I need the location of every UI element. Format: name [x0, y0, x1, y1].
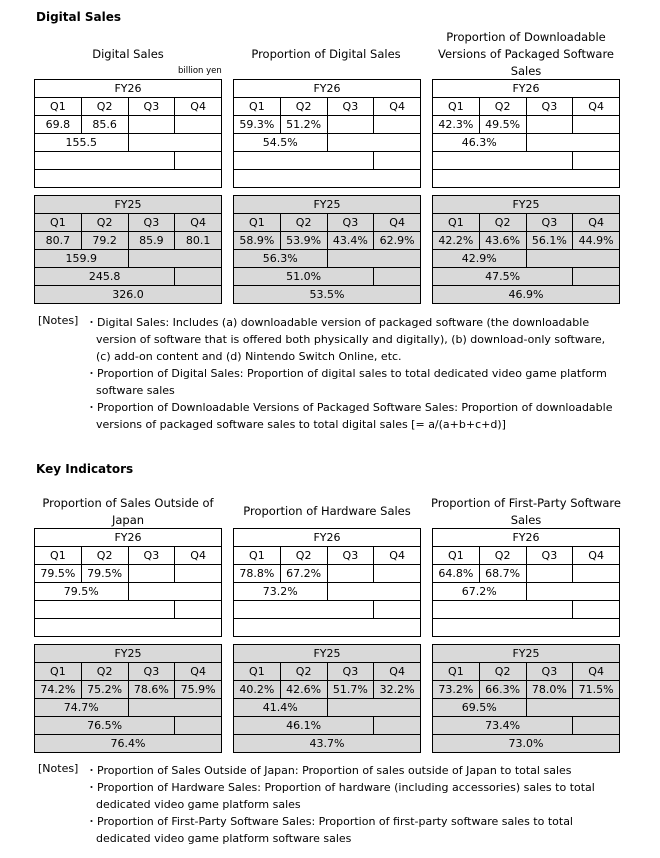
nine-month-value	[35, 152, 175, 170]
quarter-value: 58.9%	[234, 232, 281, 250]
quarter-value: 40.2%	[234, 681, 281, 699]
quarter-value: 49.5%	[479, 116, 526, 134]
quarter-value: 53.9%	[280, 232, 327, 250]
quarter-label: Q2	[280, 663, 327, 681]
blank-cell	[327, 134, 421, 152]
full-year-value	[433, 619, 620, 637]
nine-month-value	[433, 601, 573, 619]
blank-cell	[526, 583, 620, 601]
full-year-value: 73.0%	[433, 735, 620, 753]
quarter-value	[128, 565, 175, 583]
quarter-value: 68.7%	[479, 565, 526, 583]
quarter-value: 73.2%	[433, 681, 480, 699]
nine-month-value	[433, 152, 573, 170]
blank-cell	[128, 583, 222, 601]
quarter-label: Q3	[327, 214, 374, 232]
quarter-value: 51.2%	[280, 116, 327, 134]
empty-cell	[573, 268, 620, 286]
nine-month-value: 46.1%	[234, 717, 374, 735]
quarter-value: 66.3%	[479, 681, 526, 699]
quarter-label: Q2	[81, 547, 128, 565]
quarter-label: Q4	[573, 98, 620, 116]
fy-label: FY25	[35, 196, 222, 214]
quarter-value: 78.0%	[526, 681, 573, 699]
quarter-value: 59.3%	[234, 116, 281, 134]
quarter-label: Q3	[526, 663, 573, 681]
notes-label: [Notes]	[38, 314, 79, 327]
quarter-label: Q3	[526, 98, 573, 116]
empty-cell	[526, 250, 620, 268]
half-year-value: 74.7%	[35, 699, 129, 717]
fy-label: FY25	[234, 645, 421, 663]
quarter-label: Q1	[433, 214, 480, 232]
quarter-label: Q4	[175, 663, 222, 681]
note-item: ・Proportion of Hardware Sales: Proportion of hardware (including accessories) sales to total dedicated video game platform sales	[86, 781, 595, 811]
quarter-label: Q1	[234, 663, 281, 681]
quarter-label: Q3	[128, 214, 175, 232]
empty-cell	[128, 699, 222, 717]
blank-cell	[526, 134, 620, 152]
fy-label: FY25	[35, 645, 222, 663]
quarter-value: 56.1%	[526, 232, 573, 250]
quarter-label: Q1	[433, 547, 480, 565]
blank-cell	[128, 134, 222, 152]
half-year-value: 159.9	[35, 250, 129, 268]
empty-cell	[128, 250, 222, 268]
quarter-value: 79.5%	[35, 565, 82, 583]
quarter-value	[374, 116, 421, 134]
half-year-value: 42.9%	[433, 250, 527, 268]
quarter-label: Q3	[327, 663, 374, 681]
caption-sales-outside-japan: Proportion of Sales Outside of Japan	[42, 496, 214, 527]
quarter-value: 64.8%	[433, 565, 480, 583]
quarter-label: Q2	[280, 547, 327, 565]
full-year-value	[35, 170, 222, 188]
quarter-value: 80.1	[175, 232, 222, 250]
nine-month-value: 76.5%	[35, 717, 175, 735]
half-year-value: 56.3%	[234, 250, 328, 268]
full-year-value: 76.4%	[35, 735, 222, 753]
full-year-value	[234, 170, 421, 188]
half-year-value: 54.5%	[234, 134, 328, 152]
caption-hardware-sales: Proportion of Hardware Sales	[243, 504, 411, 518]
blank-cell	[175, 152, 222, 170]
table-first-party-fy25	[432, 644, 620, 753]
full-year-value	[234, 619, 421, 637]
fy-label: FY26	[433, 80, 620, 98]
quarter-value: 44.9%	[573, 232, 620, 250]
table-proportion-downloadable-fy26	[432, 79, 620, 188]
quarter-label: Q4	[175, 547, 222, 565]
quarter-value	[526, 116, 573, 134]
empty-cell	[327, 250, 421, 268]
quarter-label: Q1	[433, 663, 480, 681]
key-indicators-notes	[86, 762, 621, 847]
quarter-value	[327, 116, 374, 134]
quarter-label: Q1	[234, 547, 281, 565]
nine-month-value: 73.4%	[433, 717, 573, 735]
quarter-label: Q3	[327, 547, 374, 565]
quarter-value: 85.6	[81, 116, 128, 134]
quarter-label: Q4	[374, 547, 421, 565]
quarter-value	[526, 565, 573, 583]
nine-month-value: 47.5%	[433, 268, 573, 286]
quarter-value: 74.2%	[35, 681, 82, 699]
quarter-label: Q1	[35, 98, 82, 116]
quarter-label: Q1	[35, 214, 82, 232]
nine-month-value: 51.0%	[234, 268, 374, 286]
quarter-value: 42.2%	[433, 232, 480, 250]
caption-proportion-downloadable: Proportion of Downloadable Versions of Packaged Software Sales	[438, 30, 614, 78]
quarter-label: Q2	[81, 663, 128, 681]
half-year-value: 46.3%	[433, 134, 527, 152]
quarter-value: 43.4%	[327, 232, 374, 250]
fy-label: FY25	[433, 196, 620, 214]
quarter-value: 51.7%	[327, 681, 374, 699]
full-year-value	[35, 619, 222, 637]
empty-cell	[526, 699, 620, 717]
fy-label: FY26	[433, 529, 620, 547]
quarter-value: 80.7	[35, 232, 82, 250]
quarter-value: 78.8%	[234, 565, 281, 583]
caption-proportion-digital-sales: Proportion of Digital Sales	[251, 47, 401, 61]
quarter-label: Q3	[128, 547, 175, 565]
quarter-value: 67.2%	[280, 565, 327, 583]
quarter-label: Q3	[327, 98, 374, 116]
quarter-value	[128, 116, 175, 134]
full-year-value: 43.7%	[234, 735, 421, 753]
note-item: ・Proportion of Downloadable Versions of Packaged Software Sales: Proportion of downloadable versions of packaged software sales to total digital sales [= a/(a+b+c+d)]	[86, 401, 613, 431]
table-proportion-digital-fy26	[233, 79, 421, 188]
quarter-label: Q1	[433, 98, 480, 116]
quarter-value: 42.6%	[280, 681, 327, 699]
full-year-value: 46.9%	[433, 286, 620, 304]
table-hardware-sales-fy25	[233, 644, 421, 753]
blank-cell	[374, 601, 421, 619]
quarter-label: Q2	[280, 214, 327, 232]
half-year-value: 67.2%	[433, 583, 527, 601]
quarter-value: 62.9%	[374, 232, 421, 250]
quarter-value	[175, 565, 222, 583]
fy-label: FY26	[35, 529, 222, 547]
full-year-value	[433, 170, 620, 188]
quarter-label: Q3	[526, 214, 573, 232]
quarter-value: 79.2	[81, 232, 128, 250]
quarter-label: Q1	[35, 663, 82, 681]
nine-month-value	[234, 152, 374, 170]
quarter-label: Q2	[479, 547, 526, 565]
quarter-label: Q2	[479, 663, 526, 681]
quarter-value	[573, 116, 620, 134]
quarter-value: 79.5%	[81, 565, 128, 583]
table-proportion-digital-fy25	[233, 195, 421, 304]
quarter-value	[573, 565, 620, 583]
quarter-value	[175, 116, 222, 134]
quarter-label: Q3	[128, 663, 175, 681]
quarter-label: Q1	[234, 98, 281, 116]
half-year-value: 41.4%	[234, 699, 328, 717]
fy-label: FY26	[234, 80, 421, 98]
note-item: ・Proportion of First-Party Software Sales: Proportion of first-party software sales to total dedicated video game platform software sales	[86, 815, 573, 845]
quarter-label: Q4	[573, 547, 620, 565]
empty-cell	[175, 268, 222, 286]
quarter-label: Q1	[35, 547, 82, 565]
half-year-value: 79.5%	[35, 583, 129, 601]
note-item: ・Proportion of Digital Sales: Proportion of digital sales to total dedicated video game platform software sales	[86, 367, 607, 397]
quarter-label: Q4	[374, 98, 421, 116]
half-year-value: 73.2%	[234, 583, 328, 601]
fy-label: FY25	[234, 196, 421, 214]
nine-month-value	[35, 601, 175, 619]
quarter-label: Q4	[573, 663, 620, 681]
digital-sales-notes	[86, 314, 621, 433]
quarter-label: Q4	[175, 98, 222, 116]
empty-cell	[374, 717, 421, 735]
quarter-label: Q2	[479, 214, 526, 232]
quarter-label: Q2	[81, 98, 128, 116]
quarter-value: 69.8	[35, 116, 82, 134]
digital-sales-title: Digital Sales	[36, 10, 122, 24]
table-digital-sales-fy25	[34, 195, 222, 304]
blank-cell	[573, 601, 620, 619]
caption-digital-sales: Digital Sales	[92, 47, 164, 61]
table-first-party-fy26	[432, 528, 620, 637]
full-year-value: 326.0	[35, 286, 222, 304]
empty-cell	[573, 717, 620, 735]
fy-label: FY26	[35, 80, 222, 98]
quarter-label: Q4	[573, 214, 620, 232]
quarter-value: 75.9%	[175, 681, 222, 699]
full-year-value: 53.5%	[234, 286, 421, 304]
half-year-value: 69.5%	[433, 699, 527, 717]
note-item: ・Digital Sales: Includes (a) downloadable version of packaged software (the downloadable version of software that is offered both physically and digitally), (b) download-only software, (c) add-on content and (d) Nintendo Switch Online, etc.	[86, 316, 606, 363]
quarter-value: 32.2%	[374, 681, 421, 699]
table-sales-outside-japan-fy25	[34, 644, 222, 753]
table-digital-sales-fy26	[34, 79, 222, 188]
blank-cell	[175, 601, 222, 619]
quarter-value	[327, 565, 374, 583]
nine-month-value: 245.8	[35, 268, 175, 286]
quarter-value: 85.9	[128, 232, 175, 250]
quarter-label: Q2	[280, 98, 327, 116]
quarter-label: Q4	[175, 214, 222, 232]
quarter-value: 78.6%	[128, 681, 175, 699]
notes-label: [Notes]	[38, 762, 79, 775]
table-proportion-downloadable-fy25	[432, 195, 620, 304]
blank-cell	[573, 152, 620, 170]
half-year-value: 155.5	[35, 134, 129, 152]
nine-month-value	[234, 601, 374, 619]
blank-cell	[327, 583, 421, 601]
empty-cell	[374, 268, 421, 286]
quarter-label: Q3	[526, 547, 573, 565]
table-sales-outside-japan-fy26	[34, 528, 222, 637]
quarter-label: Q4	[374, 214, 421, 232]
caption-first-party-sales: Proportion of First-Party Software Sales	[431, 496, 621, 527]
fy-label: FY25	[433, 645, 620, 663]
quarter-label: Q2	[81, 214, 128, 232]
quarter-value: 75.2%	[81, 681, 128, 699]
quarter-label: Q1	[234, 214, 281, 232]
quarter-value: 43.6%	[479, 232, 526, 250]
quarter-value	[374, 565, 421, 583]
quarter-label: Q2	[479, 98, 526, 116]
quarter-value: 42.3%	[433, 116, 480, 134]
blank-cell	[374, 152, 421, 170]
note-item: ・Proportion of Sales Outside of Japan: Proportion of sales outside of Japan to total sales	[86, 764, 572, 777]
empty-cell	[327, 699, 421, 717]
fy-label: FY26	[234, 529, 421, 547]
table-hardware-sales-fy26	[233, 528, 421, 637]
empty-cell	[175, 717, 222, 735]
quarter-value: 71.5%	[573, 681, 620, 699]
key-indicators-title: Key Indicators	[36, 462, 134, 476]
unit-label: billion yen	[178, 66, 222, 76]
quarter-label: Q4	[374, 663, 421, 681]
quarter-label: Q3	[128, 98, 175, 116]
